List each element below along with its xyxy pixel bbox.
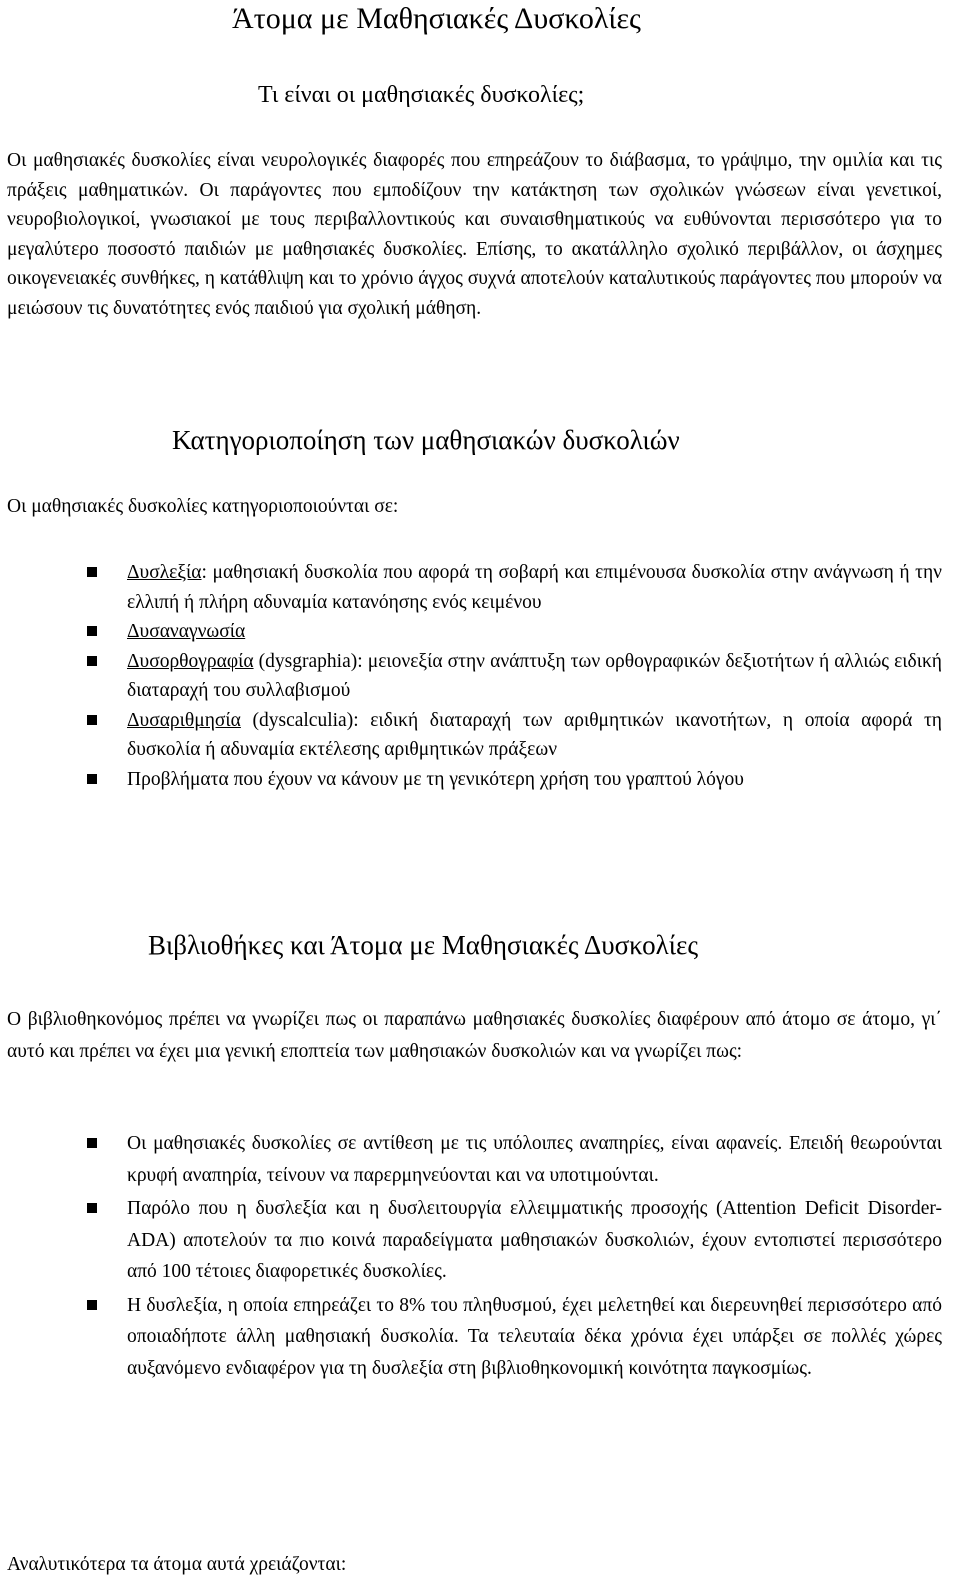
intro-paragraph: Οι μαθησιακές δυσκολίες είναι νευρολογικές διαφορές που επηρεάζουν το διάβασμα, το γράψιμο, την ομιλία και τις πράξεις μαθηματικών. Οι παράγοντες που εμποδίζουν την κατάκτηση των σχολικών γνώσεων είναι γενετικοί, νευροβιολογικοί, γνωσιακοί με τους περιβαλλοντικούς και συναισθηματικούς να ευθύνονται περισσότερο για το μεγαλύτερο ποσοστό παιδιών με μαθησιακές δυσκολίες. Επίσης, το ακατάλληλο σχολικό περιβάλλον, οι άσχημες οικογενειακές συνθήκες, η κατάθλιψη και το χρόνιο άγχος συχνά αποτελούν καταλυτικούς παράγοντες που μπορούν να μειώσουν τις δυνατότητες ενός παιδιού για σχολική μάθηση. <box>7 150 942 319</box>
term-dyscalculia: Δυσαριθμησία <box>127 709 241 731</box>
bullet-icon <box>87 715 97 725</box>
page-title: Άτομα με Μαθησιακές Δυσκολίες <box>232 2 641 35</box>
libraries-intro-paragraph: Ο βιβλιοθηκονόμος πρέπει να γνωρίζει πως οι παραπάνω μαθησιακές δυσκολίες διαφέρουν από άτομο σε άτομο, γι΄ αυτό και πρέπει να έχει μια γενική εποπτεία των μαθησιακών δυσκολιών και να γνωρίζει πως: <box>7 1009 942 1062</box>
list-item-dysorthography <box>87 647 942 706</box>
definition-dysorthography: (dysgraphia): μειονεξία στην ανάπτυξη των ορθογραφικών δεξιοτήτων ή αλλιώς ειδική διαταραχή του συλλαβισμού <box>127 650 942 701</box>
libraries-points-list <box>87 1128 942 1384</box>
term-dysanagnosia: Δυσαναγνωσία <box>127 621 246 642</box>
list-item-common-examples <box>87 1193 942 1288</box>
list-item-written-language <box>87 765 942 795</box>
point-text: Οι μαθησιακές δυσκολίες σε αντίθεση με τις υπόλοιπες αναπηρίες, είναι αφανείς. Επειδή θεωρούνται κρυφή αναπηρία, τείνουν να παρερμηνεύονται και να υποτιμούνται. <box>127 1133 942 1186</box>
list-item-dyslexia-research <box>87 1290 942 1385</box>
categories-list <box>87 558 942 794</box>
bullet-icon <box>87 567 97 577</box>
bullet-icon <box>87 656 97 666</box>
section-heading-categorization: Κατηγοριοποίηση των μαθησιακών δυσκολιών <box>172 425 680 455</box>
point-text: Η δυσλεξία, η οποία επηρεάζει το 8% του πληθυσμού, έχει μελετηθεί και διερευνηθεί περισσότερο από οποιαδήποτε άλλη μαθησιακή δυσκολία. Τα τελευταία δέκα χρόνια έχει υπάρξει σε πολλές χώρες αυξανόμενο ενδιαφέρον για τη δυσλεξία στη βιβλιοθηκονομική κοινότητα παγκοσμίως. <box>127 1294 942 1379</box>
section-heading-libraries: Βιβλιοθήκες και Άτομα με Μαθησιακές Δυσκολίες <box>148 930 699 960</box>
categories-intro: Οι μαθησιακές δυσκολίες κατηγοριοποιούνται σε: <box>7 496 399 517</box>
bullet-icon <box>87 1300 97 1310</box>
section-heading-what-are: Τι είναι οι μαθησιακές δυσκολίες; <box>258 82 585 108</box>
definition-dyscalculia: (dyscalculia): ειδική διαταραχή των αριθμητικών ικανοτήτων, η οποία αφορά τη δυσκολία ή αδυναμία εκτέλεσης αριθμητικών πράξεων <box>127 709 942 760</box>
definition-written-language: Προβλήματα που έχουν να κάνουν με τη γενικότερη χρήση του γραπτού λόγου <box>127 768 744 790</box>
point-text: Παρόλο που η δυσλεξία και η δυσλειτουργία ελλειμματικής προσοχής (Attention Deficit Disorder-ADA) αποτελούν τα πιο κοινά παραδείγματα μαθησιακών δυσκολιών, έχουν εντοπιστεί περισσότερο από 100 τέτοιες διαφορετικές δυσκολίες. <box>127 1198 942 1282</box>
bullet-icon <box>87 1203 97 1213</box>
bullet-icon <box>87 1138 97 1148</box>
definition-dyslexia: : μαθησιακή δυσκολία που αφορά τη σοβαρή και επιμένουσα δυσκολία στην ανάγνωση ή την ελλιπή ή πλήρη αδυναμία κατανόησης ενός κειμένου <box>127 562 942 613</box>
bullet-icon <box>87 626 97 636</box>
list-item-dysanagnosia <box>87 617 942 647</box>
list-item-dyscalculia <box>87 706 942 765</box>
closing-line: Αναλυτικότερα τα άτομα αυτά χρειάζονται: <box>7 1554 347 1575</box>
bullet-icon <box>87 774 97 784</box>
term-dyslexia: Δυσλεξία <box>127 562 202 583</box>
term-dysorthography: Δυσορθογραφία <box>127 650 254 672</box>
list-item-dyslexia <box>87 558 942 617</box>
list-item-invisible-disability <box>87 1128 942 1191</box>
